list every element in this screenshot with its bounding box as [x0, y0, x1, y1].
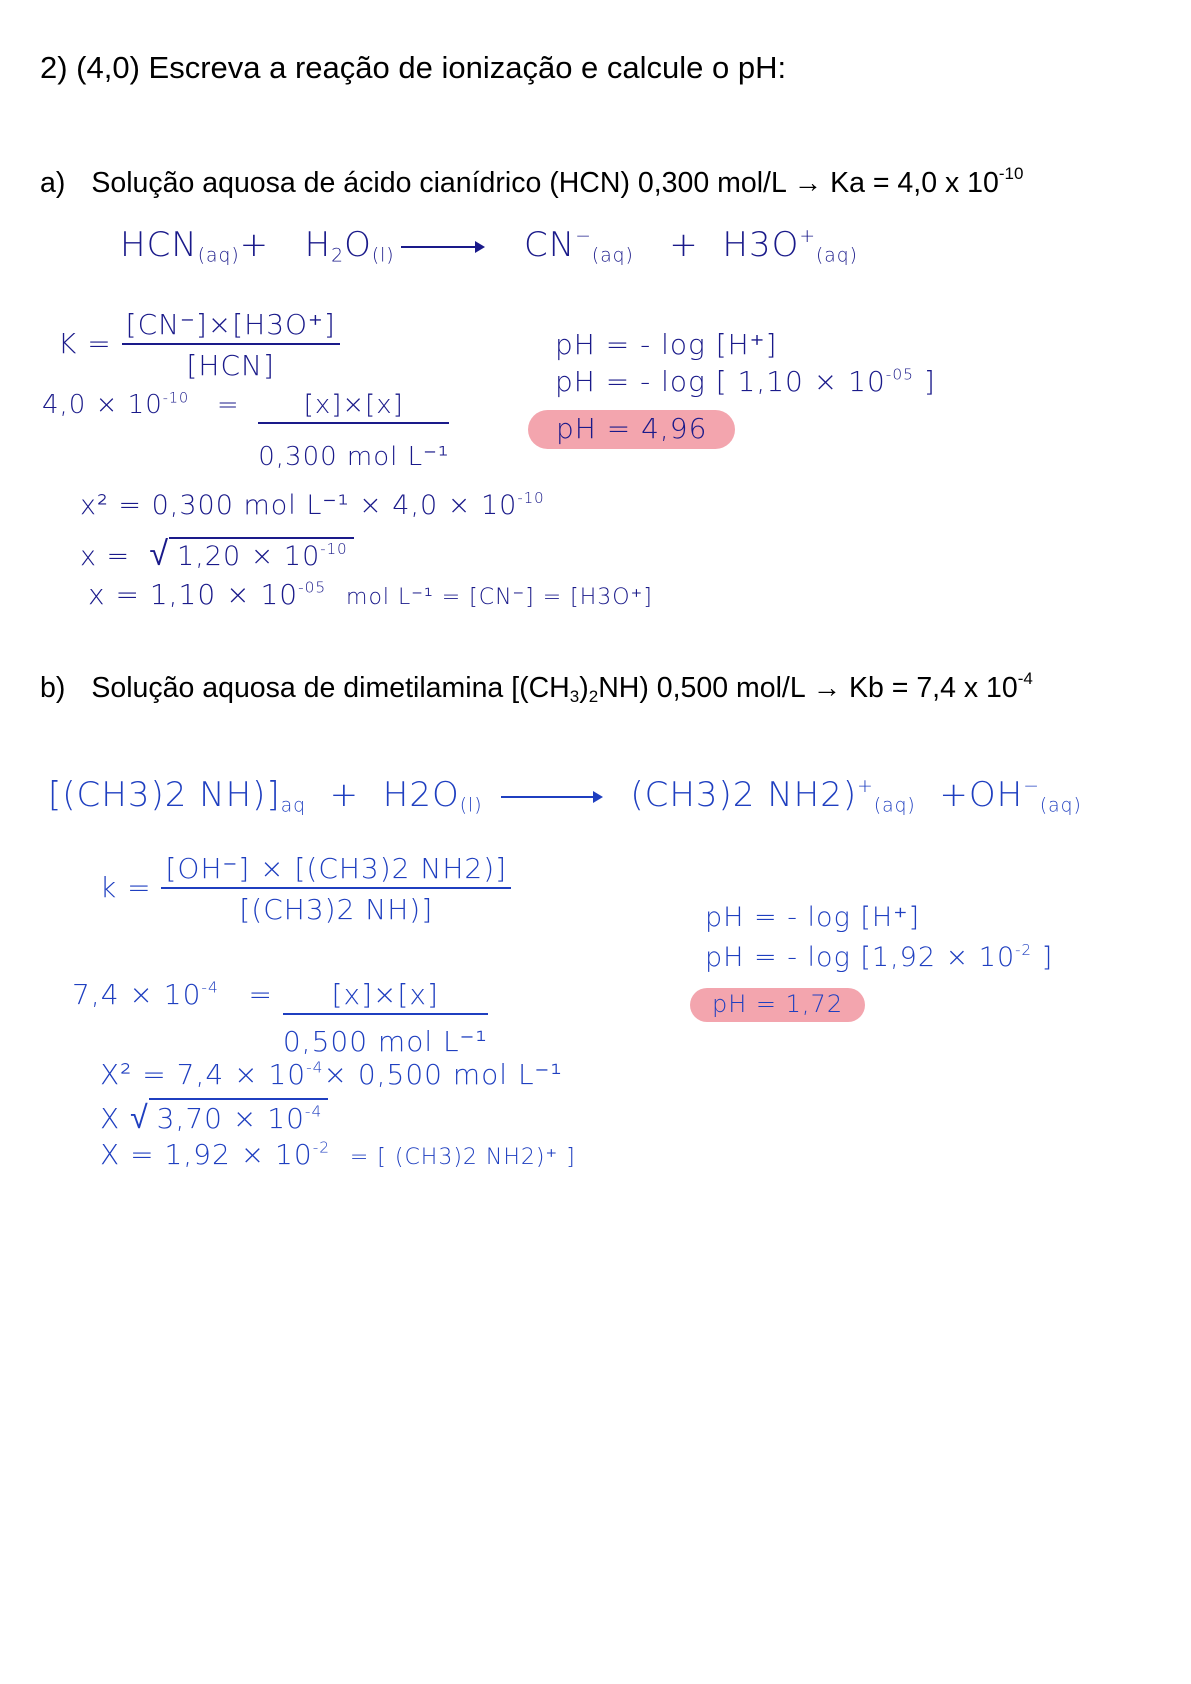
reaction-b-reactant-2: H2O: [382, 775, 460, 815]
reaction-b: [48, 775, 1082, 815]
eq-b-4-exp: -2: [312, 1138, 331, 1157]
eq-b-3-radicand: [149, 1098, 329, 1135]
reaction-b-product-2-charge: −: [1023, 775, 1040, 797]
equation-a-3: [80, 534, 354, 574]
eq-b-3-exp: -4: [304, 1102, 323, 1121]
ph-b-line-2-exp: -2: [1015, 940, 1032, 959]
eq-b-2-exp: -4: [306, 1058, 324, 1077]
k-expression-a: [58, 308, 340, 382]
ph-b-line-1: pH = - log [H⁺]: [705, 902, 920, 933]
reaction-a-reactant-1: HCN: [120, 225, 198, 265]
reaction-b-product-2: OH: [968, 775, 1024, 815]
equation-a-1: [42, 390, 449, 472]
ph-a-result: [528, 410, 735, 449]
item-b-statement: [40, 669, 1033, 706]
item-b-text-1: Solução aquosa de dimetilamina [(CH: [91, 672, 570, 704]
eq-a-2-exp: -10: [517, 488, 545, 507]
reaction-b-plus-2: +: [939, 775, 969, 815]
reaction-a-plus-1: +: [239, 225, 270, 265]
eq-a-1-left: 4,0 × 10: [42, 390, 163, 420]
k-a-label: K =: [58, 327, 112, 360]
eq-a-4-exp: -05: [298, 578, 327, 597]
item-b-exponent: -4: [1017, 669, 1033, 688]
k-a-numerator: [CN⁻]×[H3O⁺]: [122, 308, 340, 345]
item-a-statement: [40, 164, 1024, 200]
sqrt-a-icon: √: [149, 534, 170, 574]
eq-b-1-denominator: 0,500 mol L⁻¹: [282, 1025, 488, 1058]
equation-b-3: [100, 1098, 328, 1136]
equation-a-4: [88, 578, 653, 611]
reaction-b-product-1-state: (aq): [873, 795, 916, 817]
reaction-b-plus-1: +: [329, 775, 360, 815]
ph-b-result: [690, 988, 865, 1022]
eq-a-1-numerator: [x]×[x]: [258, 390, 449, 424]
eq-a-2-text: x² = 0,300 mol L⁻¹ × 4,0 × 10: [80, 490, 518, 521]
reaction-a-reactant-1-state: (aq): [197, 245, 240, 267]
reaction-a-reactant-2-tail: O: [344, 225, 372, 265]
eq-b-3-left: X: [100, 1102, 121, 1135]
item-a-text: Solução aquosa de ácido cianídrico (HCN) 0,300 mol/L → Ka = 4,0 x 10: [91, 167, 999, 199]
reaction-a-product-1-charge: −: [575, 225, 592, 247]
item-a-exponent: -10: [998, 164, 1024, 183]
eq-a-3-root: 1,20 × 10: [177, 541, 321, 572]
item-b-label: b): [40, 672, 66, 704]
item-b-sub-2: 2: [588, 687, 599, 706]
eq-a-4-tail: mol L⁻¹ = [CN⁻] = [H3O⁺]: [346, 585, 653, 610]
reaction-a-product-2-charge: +: [799, 225, 817, 247]
eq-a-1-equals: =: [216, 390, 240, 420]
ph-a-line-1: pH = - log [H⁺]: [555, 328, 778, 361]
k-b-label: k =: [100, 871, 152, 904]
item-b-text-2: ): [579, 672, 589, 704]
eq-a-1-denominator: 0,300 mol L⁻¹: [258, 442, 450, 472]
reaction-a-reactant-2-state: (l): [371, 245, 395, 267]
eq-a-1-fraction: [258, 390, 449, 472]
equation-a-2: [80, 490, 545, 521]
eq-b-4-text: X = 1,92 × 10: [100, 1138, 313, 1171]
ph-a-line-2: [555, 365, 936, 398]
equation-b-1: [72, 978, 488, 1058]
reaction-a-product-2: H3O: [722, 225, 800, 265]
ph-a-result-highlight: pH = 4,96: [528, 410, 735, 449]
eq-b-2-tail: × 0,500 mol L⁻¹: [323, 1058, 563, 1091]
reaction-a-product-1-state: (aq): [591, 245, 634, 267]
reaction-b-product-1-charge: +: [857, 775, 874, 797]
reaction-b-product-2-state: (aq): [1039, 795, 1082, 817]
eq-a-3-exp: -10: [320, 539, 348, 558]
equation-b-2: [100, 1058, 563, 1091]
eq-a-1-exp: -10: [162, 390, 190, 407]
item-b-text-3: NH) 0,500 mol/L → Kb = 7,4 x 10: [598, 672, 1018, 704]
eq-b-2-text: X² = 7,4 × 10: [100, 1058, 307, 1091]
reaction-a-reactant-2: H: [304, 225, 332, 265]
eq-a-3-left: x =: [80, 541, 131, 572]
ph-b-line-2-text: pH = - log [1,92 × 10: [705, 942, 1016, 973]
k-a-denominator: [HCN]: [186, 349, 275, 382]
eq-b-1-exp: -4: [201, 978, 219, 997]
eq-b-1-left: 7,4 × 10: [72, 978, 202, 1011]
reaction-b-reactant-1: [(CH3)2 NH)]: [48, 775, 281, 815]
ph-b-result-highlight: pH = 1,72: [690, 988, 865, 1022]
ph-b-line-2-close: ]: [1041, 942, 1054, 973]
k-b-numerator: [OH⁻] × [(CH3)2 NH2)]: [161, 852, 511, 889]
eq-a-3-radicand: [169, 537, 354, 572]
reaction-b-product-1: (CH3)2 NH2): [630, 775, 858, 815]
reaction-a-reactant-2-sub: 2: [331, 245, 345, 267]
eq-b-3-root: 3,70 × 10: [156, 1102, 305, 1135]
k-a-fraction: [122, 308, 340, 382]
equation-b-4: [100, 1138, 576, 1171]
reaction-a-product-1: CN: [524, 225, 576, 265]
reaction-b-reactant-2-state: (l): [459, 795, 483, 817]
ph-b-line-2: [705, 942, 1053, 973]
item-a-label: a): [40, 167, 66, 199]
eq-b-1-fraction: [283, 978, 488, 1058]
ph-a-line-2-close: ]: [923, 365, 936, 398]
k-b-denominator: [(CH3)2 NH)]: [239, 893, 434, 926]
question-title: 2) (4,0) Escreva a reação de ionização e calcule o pH:: [40, 50, 787, 85]
ph-a-line-2-text: pH = - log [ 1,10 × 10: [555, 365, 886, 398]
reaction-a-plus-2: +: [669, 225, 699, 265]
eq-b-1-equals: =: [248, 978, 273, 1011]
ph-a-line-2-exp: -05: [885, 365, 914, 384]
reaction-a-arrow: [401, 246, 483, 248]
item-b-sub-1: 3: [569, 687, 580, 706]
eq-b-4-tail: = [ (CH3)2 NH2)⁺ ]: [349, 1145, 576, 1170]
k-b-fraction: [161, 852, 511, 926]
k-expression-b: [100, 852, 511, 926]
eq-a-4-text: x = 1,10 × 10: [88, 578, 299, 611]
sqrt-b-icon: √: [130, 1098, 149, 1136]
reaction-b-arrow: [501, 796, 601, 798]
reaction-a-product-2-state: (aq): [816, 245, 858, 267]
reaction-a: [120, 225, 858, 265]
eq-b-1-numerator: [x]×[x]: [283, 978, 488, 1015]
reaction-b-reactant-1-state: aq: [280, 795, 307, 817]
